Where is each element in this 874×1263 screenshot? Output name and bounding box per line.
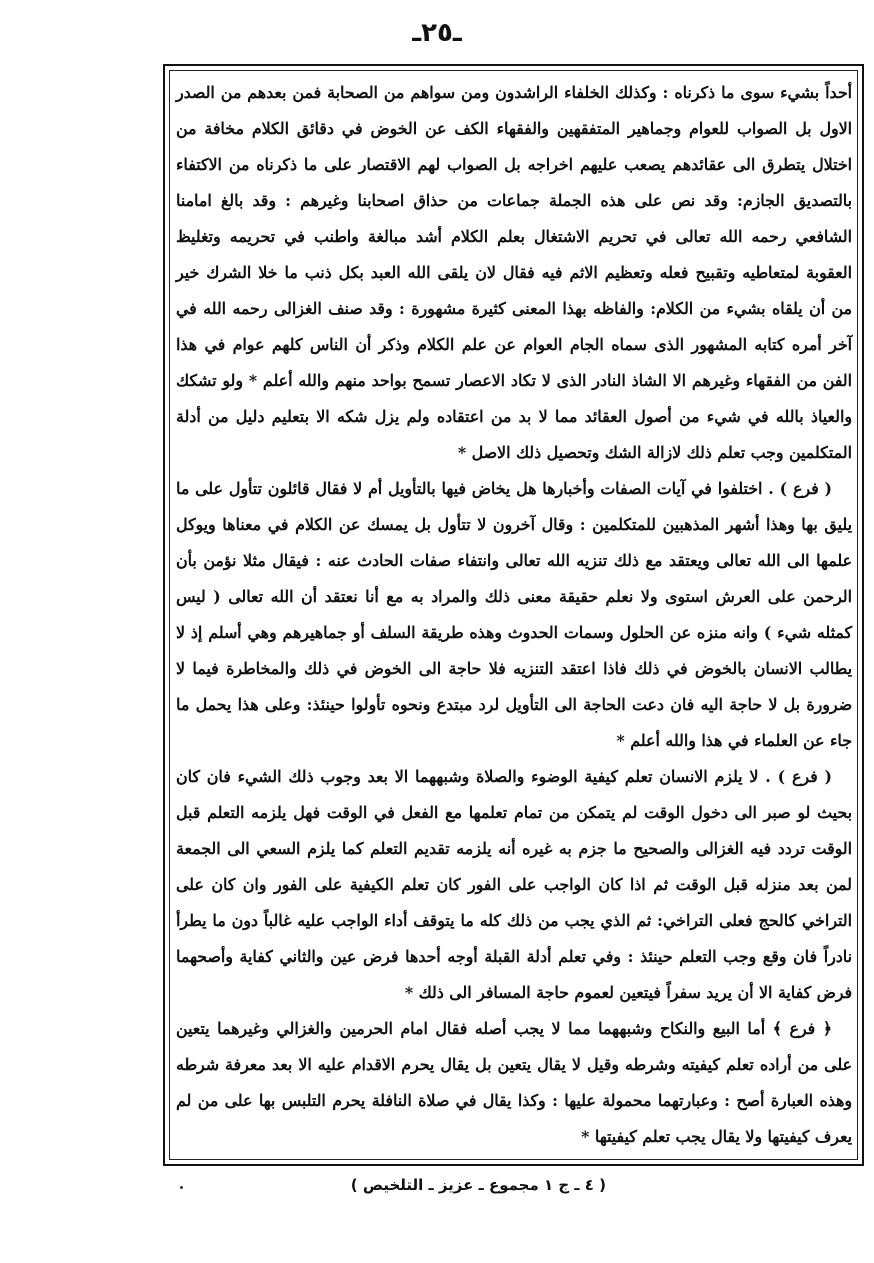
main-text bbox=[176, 75, 852, 1155]
paragraph-far-sifat: ( فرع ) . اختلفوا في آيات الصفات وأخبارها هل يخاض فيها بالتأويل أم لا فقال قائلون تتأول على ما يليق بها وهذا أشهر المذهبين للمتكلمين : وقال آخرون لا تتأول بل يمسك عن الكلام في معناها ويوكل علمها الى الله تعالى ويعتقد مع ذلك تنزيه الله تعالى وانتفاء صفات الحادث عنه : فيقال مثلا نؤمن بأن الرحمن على العرش استوى ولا نعلم حقيقة معنى ذلك والمراد به مع أنا نعتقد أن الله تعالى ( ليس كمثله شيء ) وانه منزه عن الحلول وسمات الحدوث وهذه طريقة السلف أو جماهيرهم وهي أسلم إذ لا يطالب الانسان بالخوض في ذلك فاذا اعتقد التنزيه فلا حاجة الى الخوض في ذلك والمخاطرة فيما لا ضرورة بل لا حاجة اليه فان دعت الحاجة الى التأويل لرد مبتدع ونحوه تأولوا حينئذ: وعلى هذا يحمل ما جاء عن العلماء في هذا والله أعلم * bbox=[176, 479, 852, 750]
paragraph-far-wudu: ( فرع ) . لا يلزم الانسان تعلم كيفية الوضوء والصلاة وشبههما الا بعد وجوب ذلك الشيء فان كان بحيث لو صبر الى دخول الوقت لم يتمكن من تمام تعلمها مع الفعل في الوقت فهل يلزمه التعلم قبل الوقت تردد فيه الغزالى والصحيح ما جزم به غيره أنه يلزمه تقديم التعلم كما يلزم السعي الى الجمعة لمن بعد منزله قبل الوقت ثم اذا كان الواجب على الفور كان تعلم الكيفية على الفور وان كان على التراخي كالحج فعلى التراخي: ثم الذي يجب من ذلك كله ما يتوقف أداء الواجب عليه غالباً دون ما يطرأ نادراً فان وقع وجب التعلم حينئذ : وفي تعلم أدلة القبلة أوجه أحدها فرض عين والثاني كفاية وأصحهما فرض كفاية الا أن يريد سفراً فيتعين لعموم حاجة المسافر الى ذلك * bbox=[176, 767, 852, 1002]
stray-mark bbox=[180, 1186, 183, 1189]
footer-signature: ( ٤ ـ ج ١ مجموع ـ عزيز ـ التلخيص ) bbox=[350, 1176, 606, 1194]
paragraph-far-bay: ﴿ فرع ﴾ أما البيع والنكاح وشبههما مما لا يجب أصله فقال امام الحرمين والغزالي وغيرهما يتعين على من أراده تعلم كيفيته وشرطه وقيل لا يقال يتعين بل يقال يحرم الاقدام عليه الا بعد معرفة شرطه وهذه العبارة أصح : وعبارتهما محمولة عليها : وكذا يقال في صلاة النافلة يحرم التلبس بها على من لم يعرف كيفيتها ولا يقال يجب تعلم كيفيتها * bbox=[176, 1019, 852, 1146]
page-number: ـ٢٥ـ bbox=[412, 18, 462, 48]
paragraph-intro: أحداً بشيء سوى ما ذكرناه : وكذلك الخلفاء الراشدون ومن سواهم من الصحابة فمن بعدهم من الصدر الاول بل الصواب للعوام وجماهير المتفقهين والفقهاء الكف عن الخوض في دقائق الكلام مخافة من اختلال يتطرق الى عقائدهم يصعب عليهم اخراجه بل الصواب لهم الاقتصار على ما ذكرناه من الاكتفاء بالتصديق الجازم: وقد نص على هذه الجملة جماعات من حذاق اصحابنا وغيرهم : وقد بالغ امامنا الشافعي رحمه الله تعالى في تحريم الاشتغال بعلم الكلام أشد مبالغة واطنب في تحريمه وتغليظ العقوبة لمتعاطيه وتقبيح فعله وتعظيم الاثم فيه فقال لان يلقى الله العبد بكل ذنب ما خلا الشرك خير من أن يلقاه بشيء من الكلام: والفاظه بهذا المعنى كثيرة مشهورة : وقد صنف الغزالى رحمه الله في آخر أمره كتابه المشهور الذى سماه الجام العوام عن علم الكلام وذكر أن الناس كلهم عوام في هذا الفن من الفقهاء وغيرهم الا الشاذ النادر الذى لا تكاد الاعصار تسمح بواحد منهم والله أعلم * ولو تشكك والعياذ بالله في شيء من أصول العقائد مما لا بد من اعتقاده ولم يزل شكه الا بتعليم دليل من أدلة المتكلمين وجب تعلم ذلك لازالة الشك وتحصيل ذلك الاصل * bbox=[176, 83, 852, 462]
